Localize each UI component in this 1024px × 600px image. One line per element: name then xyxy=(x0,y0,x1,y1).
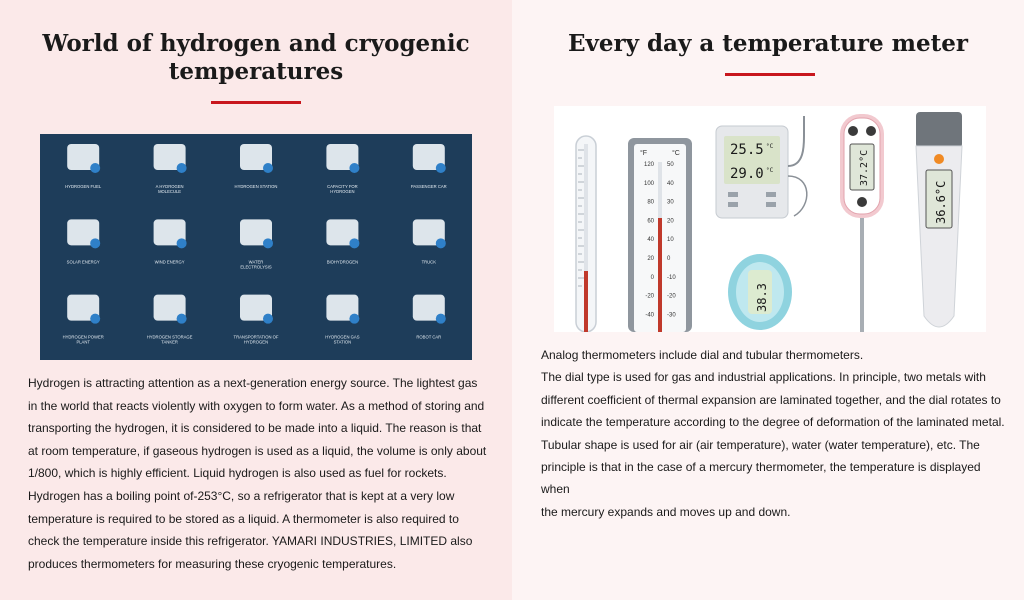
infographic-item-accent-icon xyxy=(436,238,446,248)
station-top-unit: °C xyxy=(766,143,774,150)
hydrogen-title-line-2: temperatures xyxy=(168,58,344,85)
infographic-item-label: CAPACITY FOR xyxy=(327,184,358,189)
infographic-item-accent-icon xyxy=(436,314,446,324)
celsius-tick-label: -10 xyxy=(667,274,676,281)
infographic-item-label: HYDROGEN xyxy=(243,339,269,345)
infographic-cell xyxy=(154,144,187,194)
baby-thermometer-icon xyxy=(728,254,792,330)
fahrenheit-unit: °F xyxy=(640,150,648,157)
infographic-item-label: WIND ENERGY xyxy=(154,259,185,265)
celsius-tick-label: 10 xyxy=(667,237,674,244)
title-underline xyxy=(211,101,301,104)
celsius-tick-label: 0 xyxy=(667,256,671,262)
infographic-item-accent-icon xyxy=(177,314,187,324)
hydrogen-section-title xyxy=(40,30,472,86)
description-line: the mercury expands and moves up and down. xyxy=(541,504,791,519)
infographic-item-accent-icon xyxy=(436,163,446,173)
description-line: Analog thermometers include dial and tubular thermometers. xyxy=(541,348,864,362)
celsius-unit: °C xyxy=(672,150,680,157)
infographic-cell xyxy=(63,295,104,345)
infographic-item-accent-icon xyxy=(263,238,273,248)
fahrenheit-tick-label: 0 xyxy=(650,274,654,281)
fahrenheit-tick-label: 60 xyxy=(647,218,654,225)
station-top-reading: 25.5 xyxy=(730,142,764,158)
infographic-cell xyxy=(325,295,359,345)
pod-reading: 38.3 xyxy=(755,283,769,312)
description-line: principle is that in the case of a mercury thermometer, the temperature is displayed when xyxy=(541,460,981,497)
fahrenheit-tick-label: 80 xyxy=(647,199,654,206)
infographic-item-label: MOLECULE xyxy=(158,189,182,194)
infographic-item-label: HYDROGEN POWER xyxy=(62,334,104,340)
thermometers-svg xyxy=(554,106,986,332)
infographic-item-accent-icon xyxy=(177,163,187,173)
infographic-item-label: BIOHYDROGEN xyxy=(326,259,359,265)
hydrogen-infographic-svg xyxy=(40,134,472,360)
infographic-item-accent-icon xyxy=(349,163,359,173)
infographic-item-accent-icon xyxy=(263,314,273,324)
fahrenheit-tick-label: 100 xyxy=(643,180,654,187)
infographic-item-label: ELECTROLYSIS xyxy=(240,264,272,270)
infographic-item-label: TRANSPORTATION OF xyxy=(233,334,279,340)
infographic-item-label: HYDROGEN STORAGE xyxy=(146,334,193,340)
description-line: Tubular shape is used for air (air temperature), water (water temperature), etc. The xyxy=(541,437,980,452)
infographic-cell xyxy=(326,144,359,194)
fahrenheit-tick-label: 120 xyxy=(643,162,654,168)
infographic-item-accent-icon xyxy=(349,238,359,248)
infographic-item-accent-icon xyxy=(349,314,359,324)
station-bottom-reading: 29.0 xyxy=(730,166,764,182)
infographic-item-accent-icon xyxy=(263,163,273,173)
infographic-item-accent-icon xyxy=(90,238,100,248)
scale-thermometer-icon xyxy=(628,138,692,332)
hydrogen-infographic-image xyxy=(40,134,472,360)
thermometers-image xyxy=(554,106,986,332)
infographic-item-accent-icon xyxy=(90,163,100,173)
infographic-item-label: ROBOT CAR xyxy=(416,334,442,340)
infographic-item-label: HYDROGEN GAS xyxy=(325,334,360,340)
infographic-item-label: TANKER xyxy=(161,339,178,345)
celsius-tick-label: 40 xyxy=(667,180,674,187)
fahrenheit-tick-label: 40 xyxy=(647,237,654,244)
infographic-item-label: PLANT xyxy=(76,339,90,345)
digital-thermometer-icon xyxy=(916,112,962,327)
infographic-item-label: A HYDROGEN xyxy=(155,184,184,189)
fahrenheit-tick-label: -40 xyxy=(645,312,654,319)
description-line: indicate the temperature according to the degree of deformation of the laminated metal. xyxy=(541,415,1005,430)
celsius-tick-label: 30 xyxy=(667,199,674,206)
celsius-tick-label: -20 xyxy=(667,293,676,300)
infographic-item-label: STATION xyxy=(333,339,352,345)
hydrogen-title-line-1: World of hydrogen and cryogenic xyxy=(42,30,470,57)
infographic-item-accent-icon xyxy=(90,314,100,324)
infographic-item-label: WATER xyxy=(248,259,264,265)
probe-thermometer-icon xyxy=(840,114,884,332)
celsius-tick-label: -30 xyxy=(667,312,676,319)
celsius-tick-label: 50 xyxy=(667,162,674,168)
title-underline xyxy=(725,73,815,76)
infographic-item-label: TRUCK xyxy=(421,259,437,265)
weather-station-icon xyxy=(716,116,807,218)
thermometer-section-title: Every day a temperature meter xyxy=(567,30,969,57)
description-line: The dial type is used for gas and industrial applications. In principle, two metals with xyxy=(541,370,986,385)
probe-reading: 37.2°C xyxy=(859,149,870,186)
digital-reading: 36.6°C xyxy=(934,180,948,224)
hydrogen-paragraph: Hydrogen is attracting attention as a next-generation energy source. The lightest gas in the world that reacts violently with oxygen to form water. As a method of storing and transporting the hydrogen, it is considered to be made into a liquid. The reason is that at room temperature, if gaseous hydrogen is used as a liquid, the volume is only about 1/800, which is highly efficient. Liquid hydrogen is also used as fuel for rockets. Hydrogen has a boiling point of-253°C, so a refrigerator that is kept at a very low temperature is required to be stored as a liquid. A thermometer is also required to check the temperature inside this refrigerator. YAMARI INDUSTRIES, LIMITED also produces thermometers for measuring these cryogenic temperatures. xyxy=(28,376,487,571)
thermometer-description xyxy=(541,344,1011,523)
infographic-item-label: HYDROGEN xyxy=(330,189,355,194)
infographic-item-label: HYDROGEN STATION xyxy=(234,184,278,189)
fahrenheit-tick-label: -20 xyxy=(645,293,654,300)
station-bottom-unit: °C xyxy=(766,167,774,174)
infographic-item-label: SOLAR ENERGY xyxy=(66,259,100,265)
thermometer-section xyxy=(512,0,1024,600)
infographic-item-label: HYDROGEN FUEL xyxy=(65,184,102,189)
description-line: different coefficient of thermal expansion are laminated together, and the dial rotates to xyxy=(541,392,1001,407)
infographic-item-label: PASSENGER CAR xyxy=(410,184,447,189)
fahrenheit-tick-label: 20 xyxy=(647,256,654,262)
glass-thermometer-icon xyxy=(576,136,596,332)
infographic-item-accent-icon xyxy=(177,238,187,248)
celsius-tick-label: 20 xyxy=(667,218,674,225)
